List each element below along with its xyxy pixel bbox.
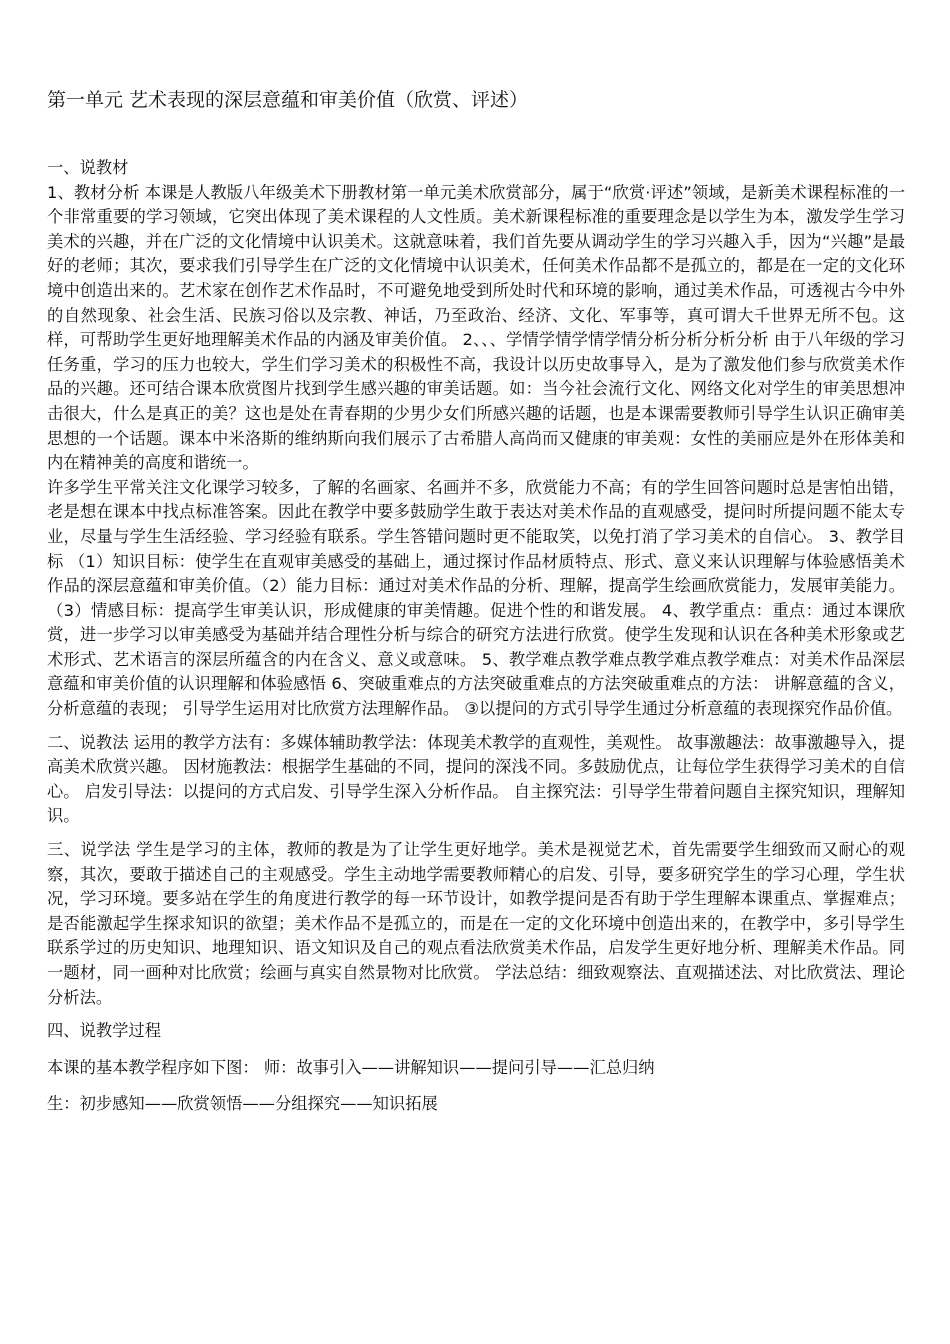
document-body	[47, 156, 905, 1117]
section-heading-textbook: 一、说教材	[47, 158, 129, 177]
paragraph-textbook-analysis: 1、教材分析 本课是人教版八年级美术下册教材第一单元美术欣赏部分，属于“欣赏·评述”领域，是新美术课程标准的一个非常重要的学习领域，它突出体现了美术课程的人文性质。美术新课程标准的重要理念是以学生为本，激发学生学习美术的兴趣，并在广泛的文化情境中认识美术。这就意味着，我们首先要从调动学生的学习兴趣入手，因为“兴趣”是最好的老师；其次，要求我们引导学生在广泛的文化情境中认识美术，任何美术作品都不是孤立的，都是在一定的文化环境中创造出来的。艺术家在创作艺术作品时，不可避免地受到所处时代和环境的影响，通过美术作品，可透视古今中外的自然现象、社会生活、民族习俗以及宗教、神话，乃至政治、经济、文化、军事等，真可谓大千世界无所不包。这样，可帮助学生更好地理解美术作品的内涵及审美价值。 2、、、学情学情学情学情分析分析分析分析 由于八年级的学习任务重，学习的压力也较大，学生们学习美术的积极性不高，我设计以历史故事导入，是为了激发他们参与欣赏美术作品的兴趣。还可结合课本欣赏图片找到学生感兴趣的审美话题。如：当今社会流行文化、网络文化对学生的审美思想冲击很大，什么是真正的美？这也是处在青春期的少男少女们所感兴趣的话题，也是本课需要教师引导学生认识正确审美思想的一个话题。课本中米洛斯的维纳斯向我们展示了古希腊人高尚而又健康的审美观：女性的美丽应是外在形体美和内在精神美的高度和谐统一。	[47, 182, 905, 473]
document-title: 第一单元 艺术表现的深层意蕴和审美价值（欣赏、评述）	[47, 89, 529, 111]
paragraph-teacher-procedure: 本课的基本教学程序如下图： 师：故事引入——讲解知识——提问引导——汇总归纳	[47, 1057, 655, 1077]
paragraph-teaching-methods: 二、说教法 运用的教学方法有：多媒体辅助教学法：体现美术教学的直观性，美观性。 故事激趣法：故事激趣导入，提高美术欣赏兴趣。 因材施教法：根据学生基础的不同，提问的深浅不同。多鼓励优点，让每位学生获得学习美术的自信心。 启发引导法：以提问的方式启发、引导学生深入分析作品。 自主探究法：引导学生带着问题自主探究知识，理解知识。	[47, 732, 905, 826]
paragraph-student-procedure: 生：初步感知——欣赏领悟——分组探究——知识拓展	[47, 1094, 438, 1114]
paragraph-student-situation: 许多学生平常关注文化课学习较多，了解的名画家、名画并不多，欣赏能力不高；有的学生回答问题时总是害怕出错，老是想在课本中找点标准答案。因此在教学中要多鼓励学生敢于表达对美术作品的直观感受，提问时所提问题不能太专业，尽量与学生生活经验、学习经验有联系。学生答错问题时更不能取笑，以免打消了学习美术的自信心。 3、教学目标 （1）知识目标：使学生在直观审美感受的基础上，通过探讨作品材质特点、形式、意义来认识理解与体验感悟美术作品的深层意蕴和审美价值。（2）能力目标：通过对美术作品的分析、理解，提高学生绘画欣赏能力，发展审美能力。 （3）情感目标：提高学生审美认识，形成健康的审美情趣。促进个性的和谐发展。 4、教学重点：重点：通过本课欣赏，进一步学习以审美感受为基础并结合理性分析与综合的研究方法进行欣赏。使学生发现和认识在各种美术形象或艺术形式、艺术语言的深层所蕴含的内在含义、意义或意味。 5、教学难点教学难点教学难点教学难点：对美术作品深层意蕴和审美价值的认识理解和体验感悟 6、突破重难点的方法突破重难点的方法突破重难点的方法： 讲解意蕴的含义，分析意蕴的表现； 引导学生运用对比欣赏方法理解作品。 ③以提问的方式引导学生通过分析意蕴的表现探究作品价值。	[47, 477, 905, 719]
section-heading-teaching-process: 四、说教学过程	[47, 1021, 161, 1041]
paragraph-learning-methods: 三、说学法 学生是学习的主体，教师的教是为了让学生更好地学。美术是视觉艺术，首先需要学生细致而又耐心的观察，其次，要敢于描述自己的主观感受。学生主动地学需要教师精心的启发、引导，要多研究学生的学习心理，学生状况，学习环境。要多站在学生的角度进行教学的每一环节设计，如教学提问是否有助于学生理解本课重点、掌握难点；是否能激起学生探求知识的欲望；美术作品不是孤立的，而是在一定的文化环境中创造出来的，在教学中，多引导学生联系学过的历史知识、地理知识、语文知识及自己的观点看法欣赏美术作品，启发学生更好地分析、理解美术作品。同一题材，同一画种对比欣赏；绘画与真实自然景物对比欣赏。 学法总结：细致观察法、直观描述法、对比欣赏法、理论分析法。	[47, 840, 905, 1007]
